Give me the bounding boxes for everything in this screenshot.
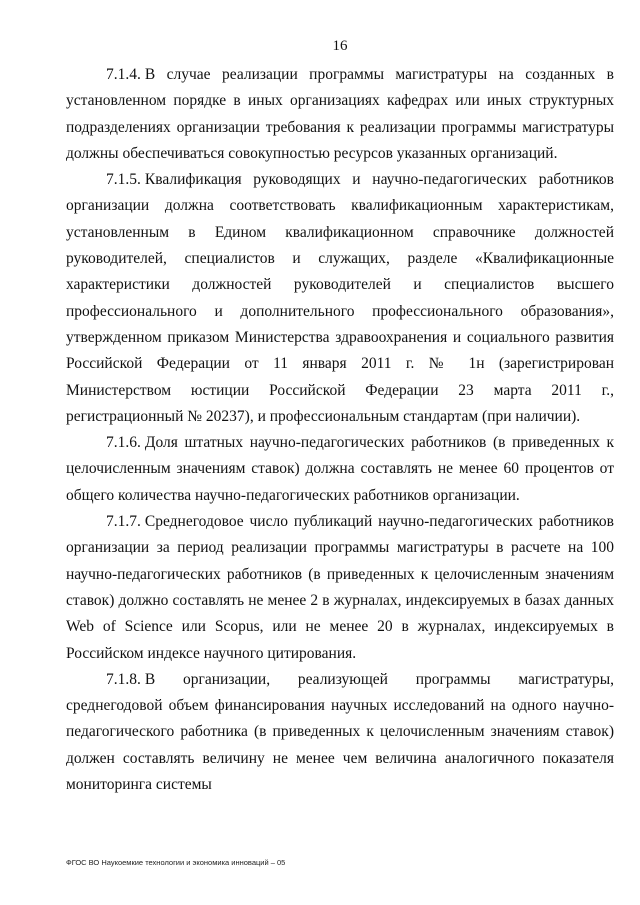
paragraph-7-1-8 (66, 667, 614, 798)
paragraph-number: 7.1.4. (106, 66, 141, 83)
paragraph-number: 7.1.5. (106, 171, 141, 189)
paragraph-number: 7.1.6. (106, 434, 141, 452)
paragraph-7-1-6 (66, 430, 614, 509)
paragraph-7-1-4 (66, 62, 614, 167)
page-number: 16 (332, 38, 348, 54)
paragraph-7-1-7 (66, 509, 614, 667)
paragraph-text: Среднегодовое число публикаций научно-педагогических работников организации за период реализации программы магистратуры в расчете на 100 научно-педагогических работников (в приведенных к целочисленным значениям ставок) должно составлять не менее 2 в журналах, индексируемых в базах данных Web of Science или Scopus, или не менее 20 в журналах, индексируемых в Российском индексе научного цитирования. (66, 513, 614, 662)
paragraph-number: 7.1.8. (106, 670, 141, 688)
paragraph-text: В случае реализации программы магистратуры на созданных в установленном порядке в иных организациях кафедрах или иных структурных подразделениях организации требования к реализации программы магистратуры должны обеспечиваться совокупностью ресурсов указанных организаций. (66, 66, 614, 162)
paragraph-text: Доля штатных научно-педагогических работников (в приведенных к целочисленным значениям ставок) должна составлять не менее 60 процентов от общего количества научно-педагогических работников организации. (66, 434, 614, 504)
footer-document-code: ФГОС ВО Наукоемкие технологии и экономика инноваций – 05 (66, 858, 286, 867)
document-body (66, 62, 614, 798)
paragraph-number: 7.1.7. (106, 513, 141, 531)
paragraph-text: В организации, реализующей программы магистратуры, среднегодовой объем финансирования научных исследований на одного научно-педагогического работника (в приведенных к целочисленным значениям ставок) должен составлять величину не менее чем величина аналогичного показателя мониторинга системы (66, 670, 614, 794)
paragraph-7-1-5 (66, 167, 614, 430)
paragraph-text: Квалификация руководящих и научно-педагогических работников организации должна соответствовать квалификационным характеристикам, установленным в Едином квалификационном справочнике должностей руководителей, специалистов и служащих, разделе «Квалификационные характеристики должностей руководителей и специалистов высшего профессионального и дополнительного профессионального образования», утвержденном приказом Министерства здравоохранения и социального развития Российской Федерации от 11 января 2011 г. № 1н (зарегистрирован Министерством юстиции Российской Федерации 23 марта 2011 г., регистрационный № 20237), и профессиональным стандартам (при наличии). (66, 171, 614, 425)
